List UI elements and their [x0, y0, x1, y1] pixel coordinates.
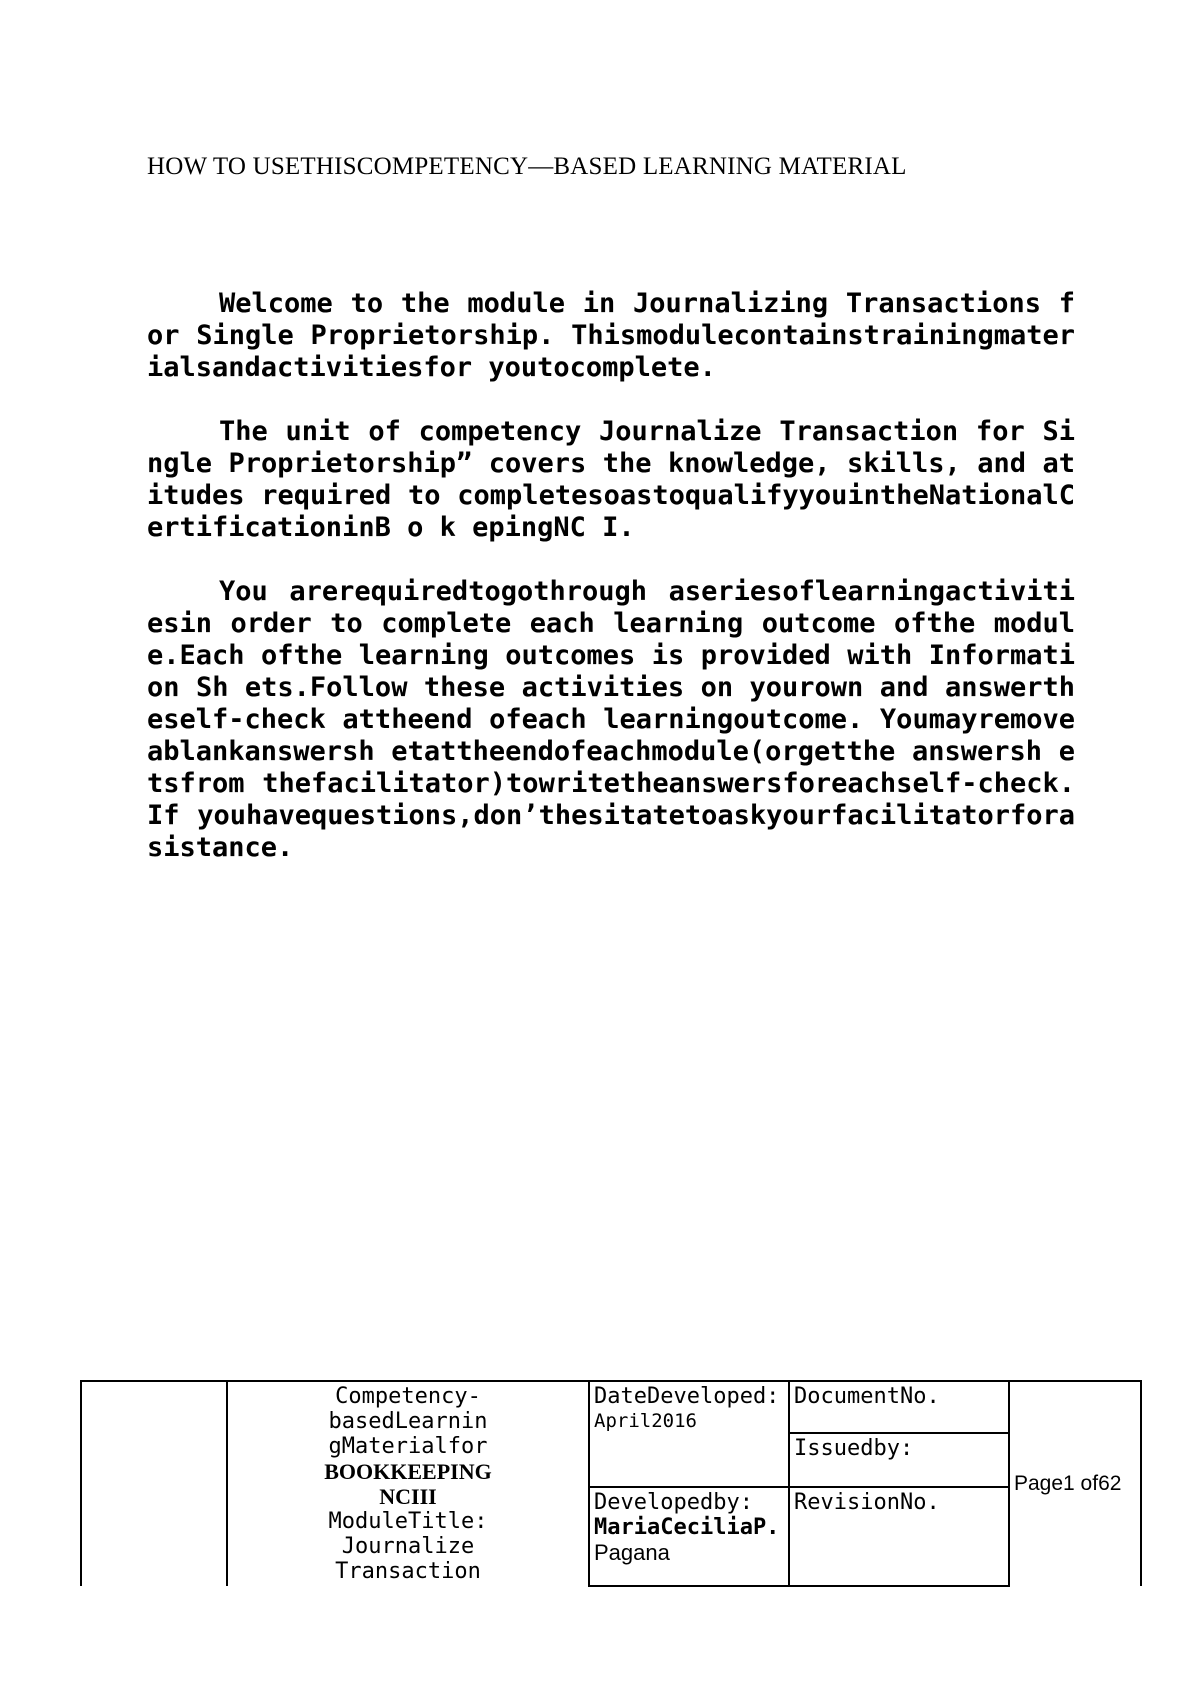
footer-logo-cell — [81, 1381, 227, 1586]
footer-title-line: gMaterialfor — [328, 1434, 488, 1459]
footer-page-cell — [1009, 1381, 1141, 1586]
footer-revision-cell — [789, 1487, 1009, 1586]
footer-course-level: NCIII — [379, 1484, 437, 1509]
document-footer-table — [80, 1380, 1142, 1587]
date-developed-value: April2016 — [594, 1410, 697, 1432]
footer-title-line: basedLearnin — [328, 1409, 488, 1434]
date-developed-label: DateDeveloped: — [594, 1384, 780, 1409]
footer-docinfo-cell — [789, 1381, 1009, 1487]
footer-title-cell — [227, 1381, 589, 1586]
footer-module-line: Journalize — [341, 1534, 475, 1559]
footer-title-line: Competency- — [335, 1384, 481, 1409]
developer-name: MariaCeciliaP. — [594, 1515, 780, 1540]
page-heading: HOW TO USETHISCOMPETENCY—BASED LEARNING MATERIAL — [147, 153, 907, 180]
footer-course-name: BOOKKEEPING — [324, 1459, 492, 1484]
developed-by-label: Developedby: — [594, 1490, 753, 1515]
page-number: Page1 of62 — [1014, 1472, 1122, 1495]
footer-developer-cell — [589, 1487, 789, 1586]
footer-date-cell — [589, 1381, 789, 1487]
paragraph-unit-of-competency: The unit of competency Journalize Transaction for Single Proprietorship” covers the knowledge, skills, and atitudes required to completesoastoqualifyyouintheNationalCertificationinB o k epingNC I. — [147, 416, 1075, 543]
developer-surname: Pagana — [594, 1540, 670, 1565]
footer-module-line: Transaction — [335, 1559, 481, 1584]
document-no: DocumentNo. — [790, 1382, 1008, 1434]
paragraph-welcome: Welcome to the module in Journalizing Transactions for Single Proprietorship. Thismodulecontainstrainingmaterialsandactivitiesfor youtocomplete. — [147, 288, 1075, 383]
body-text — [147, 288, 1075, 864]
footer-module-line: ModuleTitle: — [328, 1509, 488, 1534]
paragraph-instructions: You arerequiredtogothrough aseriesoflearningactivitiesin order to complete each learning outcome ofthe module.Each ofthe learning outcomes is provided with Information Sh ets.Follow these activities on yourown and answertheself-check attheend ofeach learningoutcome. Youmayremoveablankanswersh etattheendofeachmodule(orgetthe answersh etsfrom thefacilitator)towritetheanswersforeachself-check.If youhavequestions,don’thesitatetoaskyourfacilitatorfora sistance. — [147, 576, 1075, 863]
issued-by: Issuedby: — [794, 1436, 914, 1461]
revision-no: RevisionNo. — [794, 1490, 940, 1515]
